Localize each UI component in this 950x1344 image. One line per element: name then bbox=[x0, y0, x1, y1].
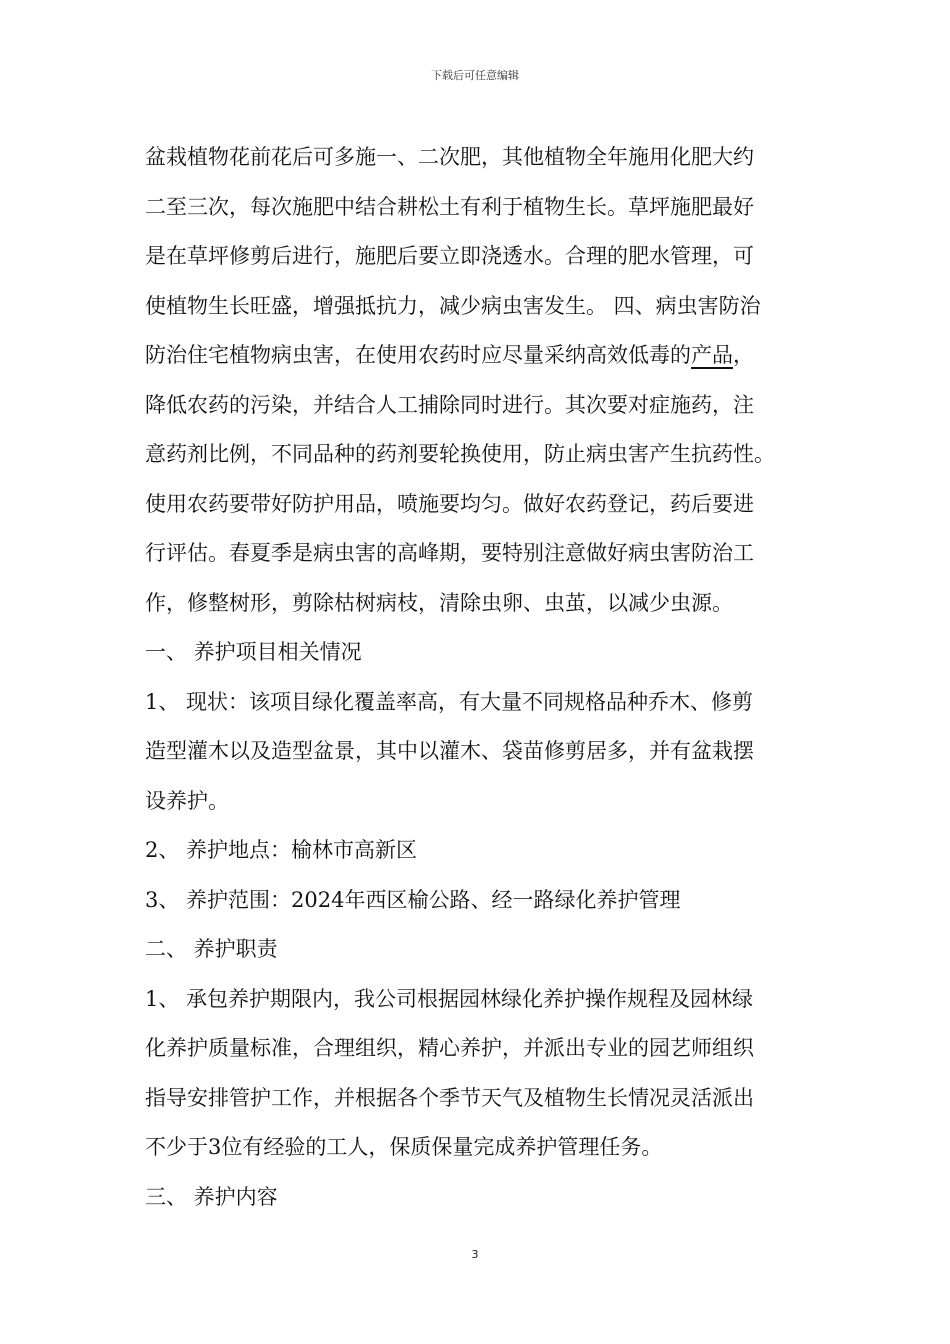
document-body bbox=[145, 133, 825, 1222]
paragraph-line: 意药剂比例，不同品种的药剂要轮换使用，防止病虫害产生抗药性。 bbox=[145, 442, 775, 466]
page-header-note: 下载后可任意编辑 bbox=[431, 69, 519, 82]
underlined-term: 产品 bbox=[691, 343, 733, 367]
paragraph-line: 使用农药要带好防护用品，喷施要均匀。做好农药登记，药后要进 bbox=[145, 491, 754, 516]
paragraph-line: 行评估。春夏季是病虫害的高峰期，要特别注意做好病虫害防治工 bbox=[145, 541, 754, 565]
section-heading: 三、 养护内容 bbox=[145, 1184, 278, 1209]
section-heading: 一、 养护项目相关情况 bbox=[145, 640, 362, 664]
paragraph-line: 设养护。 bbox=[145, 788, 229, 813]
paragraph-line: 使植物生长旺盛，增强抵抗力，减少病虫害发生。 四、病虫害防治 bbox=[145, 293, 761, 318]
line-text: 防治住宅植物病虫害，在使用农药时应尽量采纳高效低毒的 bbox=[145, 343, 691, 367]
paragraph-line: 作，修整树形，剪除枯树病枝，清除虫卵、虫茧，以减少虫源。 bbox=[145, 590, 733, 615]
paragraph-line: 指导安排管护工作，并根据各个季节天气及植物生长情况灵活派出 bbox=[145, 1085, 754, 1110]
list-item-line: 3、 养护范围：2024年西区榆公路、经一路绿化养护管理 bbox=[145, 887, 681, 912]
paragraph-line: 降低农药的污染，并结合人工捕除同时进行。其次要对症施药，注 bbox=[145, 392, 754, 417]
page-number: 3 bbox=[471, 1248, 479, 1261]
paragraph-line: 是在草坪修剪后进行，施肥后要立即浇透水。合理的肥水管理，可 bbox=[145, 244, 754, 268]
paragraph-line: 造型灌木以及造型盆景，其中以灌木、袋苗修剪居多，并有盆栽摆 bbox=[145, 739, 754, 763]
paragraph-line: 不少于3位有经验的工人，保质保量完成养护管理任务。 bbox=[145, 1135, 663, 1159]
paragraph-line: 化养护质量标准，合理组织，精心养护，并派出专业的园艺师组织 bbox=[145, 1036, 754, 1060]
line-text: ， bbox=[733, 343, 754, 367]
paragraph-line: 盆栽植物花前花后可多施一、二次肥，其他植物全年施用化肥大约 bbox=[145, 145, 754, 169]
paragraph-line: 二至三次，每次施肥中结合耕松土有利于植物生长。草坪施肥最好 bbox=[145, 194, 754, 219]
list-item-line: 1、 承包养护期限内，我公司根据园林绿化养护操作规程及园林绿 bbox=[145, 986, 754, 1011]
list-item-line: 2、 养护地点：榆林市高新区 bbox=[145, 838, 418, 862]
section-heading: 二、 养护职责 bbox=[145, 937, 278, 961]
list-item-line: 1、 现状：该项目绿化覆盖率高，有大量不同规格品种乔木、修剪 bbox=[145, 689, 754, 714]
paragraph-line bbox=[145, 331, 825, 381]
